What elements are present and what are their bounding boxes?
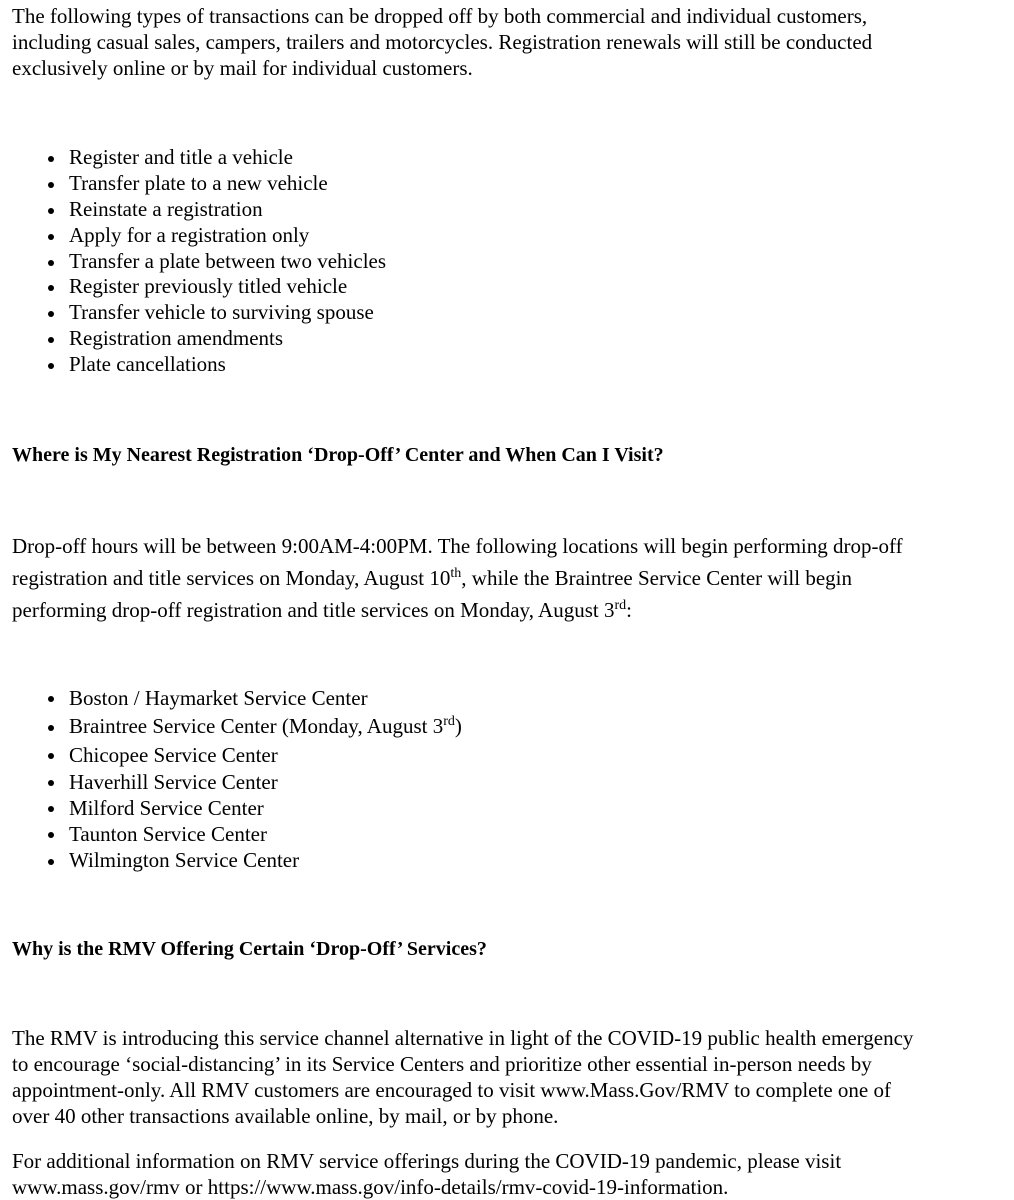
more-info-line: For additional information on RMV service offerings during the COVID-19 pandemic, please visit: [12, 1149, 842, 1173]
why-paragraph: [12, 1025, 913, 1129]
hours-line: [12, 598, 632, 622]
location-text: ): [454, 714, 462, 739]
location-text: Braintree Service Center (Monday, August 3: [69, 714, 444, 739]
hours-text: registration and title services on Monday, August 10: [12, 566, 451, 590]
location-item: [12, 711, 462, 742]
list-item: Transfer plate to a new vehicle: [12, 171, 386, 197]
list-item: Transfer a plate between two vehicles: [12, 249, 386, 275]
section-heading-where: Where is My Nearest Registration ‘Drop-Off’ Center and When Can I Visit?: [12, 444, 664, 466]
hours-text: :: [626, 598, 632, 622]
section-heading-why: Why is the RMV Offering Certain ‘Drop-Off’ Services?: [12, 938, 487, 960]
ordinal-suffix: rd: [614, 598, 627, 613]
hours-paragraph: [12, 530, 903, 626]
list-item: Register previously titled vehicle: [12, 274, 386, 300]
more-info-line: www.mass.gov/rmv or https://www.mass.gov/info-details/rmv-covid-19-information.: [12, 1175, 729, 1199]
intro-line: exclusively online or by mail for individual customers.: [12, 56, 473, 80]
why-line: appointment-only. All RMV customers are encouraged to visit www.Mass.Gov/RMV to complete one of: [12, 1078, 891, 1102]
transaction-types-list: [12, 145, 386, 378]
location-item: Taunton Service Center: [12, 821, 462, 847]
hours-text: , while the Braintree Service Center will begin: [461, 566, 853, 590]
intro-line: The following types of transactions can be dropped off by both commercial and individual customers,: [12, 4, 868, 28]
location-item: Chicopee Service Center: [12, 742, 462, 768]
list-item: Reinstate a registration: [12, 197, 386, 223]
hours-text: performing drop-off registration and title services on Monday, August 3: [12, 598, 615, 622]
hours-line: Drop-off hours will be between 9:00AM-4:00PM. The following locations will begin performing drop-off: [12, 534, 903, 558]
intro-line: including casual sales, campers, trailers and motorcycles. Registration renewals will still be conducted: [12, 30, 873, 54]
ordinal-suffix: th: [450, 566, 462, 581]
why-line: to encourage ‘social-distancing’ in its Service Centers and prioritize other essential in-person needs by: [12, 1052, 872, 1076]
list-item: Plate cancellations: [12, 352, 386, 378]
ordinal-suffix: rd: [443, 714, 455, 730]
locations-list: [12, 685, 462, 874]
why-line: over 40 other transactions available online, by mail, or by phone.: [12, 1104, 559, 1128]
intro-paragraph: [12, 3, 872, 81]
location-item: Wilmington Service Center: [12, 847, 462, 873]
location-item: Boston / Haymarket Service Center: [12, 685, 462, 711]
list-item: Register and title a vehicle: [12, 145, 386, 171]
hours-line: [12, 566, 852, 590]
list-item: Registration amendments: [12, 326, 386, 352]
more-info-paragraph: [12, 1148, 841, 1200]
location-item: Milford Service Center: [12, 795, 462, 821]
list-item: Apply for a registration only: [12, 223, 386, 249]
list-item: Transfer vehicle to surviving spouse: [12, 300, 386, 326]
why-line: The RMV is introducing this service channel alternative in light of the COVID-19 public health emergency: [12, 1026, 914, 1050]
location-item: Haverhill Service Center: [12, 769, 462, 795]
